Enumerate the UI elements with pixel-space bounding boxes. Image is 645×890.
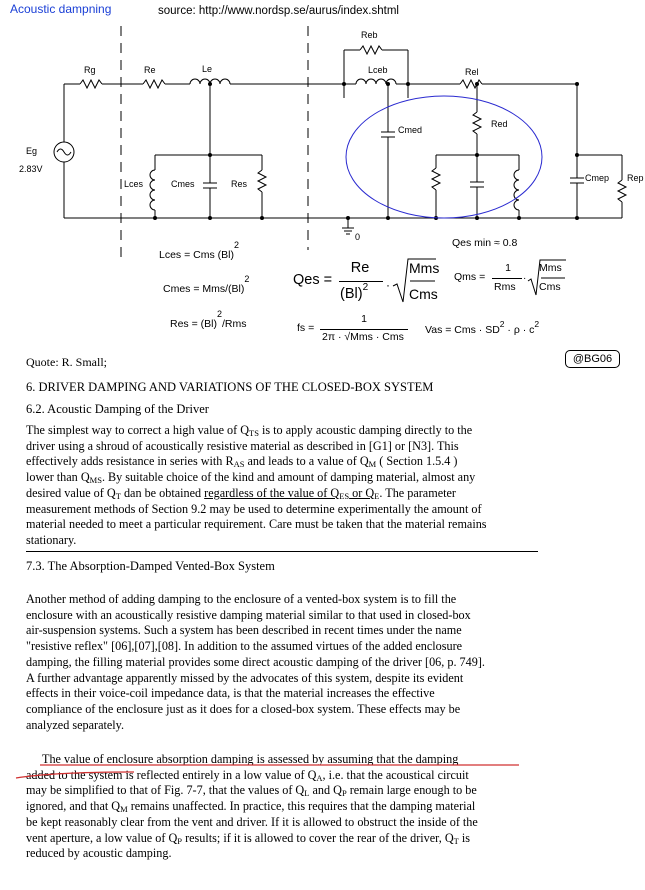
formula-qes-min: Qes min ≈ 0.8 [452,237,518,249]
formula-qms-den: Rms [494,281,516,293]
formula-vas: Vas = Cms · $SD^2 \cdot \rho \cdot c^2$ [425,319,540,336]
paragraph-line: compliance of the enclosure just as it does for a closed-box system. These effects may be [26,701,461,716]
label-cmes: Cmes [171,179,195,189]
formula-lces: Lces = Cms (Bl)2 [159,240,239,261]
paragraph-line: A further advantage apparently missed by the advocates of this system, despite its evident [26,670,464,685]
paragraph-line: "resistive reflex" [06],[07],[08]. In addition to the assumed virtues of the added enclosure [26,639,463,654]
formula-qes-den: $(Bl)^2$ [340,282,369,302]
formula-cmes: Cmes = Mms/(Bl)2 [163,274,250,295]
formula-res: Res = (Bl)2/Rms [170,309,247,330]
section-7-3-paragraph-1 [26,592,546,733]
paragraph-line: Another method of adding damping to the enclosure of a vented-box system is to fill the [26,592,457,606]
formula-qes-num: Re [350,260,370,276]
label-cmed: Cmed [398,125,423,135]
section-7-3-heading: 7.3. The Absorption-Damped Vented-Box System [26,559,275,573]
author-badge: @BG06 [565,350,620,368]
formula-qms-rden: Cms [539,281,561,293]
damping-ellipse [346,96,542,218]
formula-fs-num: 1 [361,313,367,325]
formula-qes-lhs: Qes = [293,272,333,288]
label-rg: Rg [84,65,96,75]
resistor-red [473,112,481,134]
formula-qms-lhs: Qms = [454,271,486,283]
label-rep: Rep [627,173,644,183]
formula-fs-den: 2π · √Mms · Cms [322,331,404,343]
label-ground: 0 [355,232,361,242]
formula-qes-rden: Cms [409,286,438,302]
formula-qms-rnum: Mms [539,262,562,274]
resistor-reb [360,46,382,54]
inductor-lad [514,170,519,210]
label-le: Le [202,64,213,74]
resistor-res [258,170,266,192]
resistor-rg [80,80,102,88]
resistor-re [143,80,165,88]
section-divider [26,551,538,552]
paragraph-line: enclosure with an acoustically resistive damping material similar to that used in closed-box [26,607,471,622]
section-6-2-heading: 6.2. Acoustic Damping of the Driver [26,402,209,416]
formula-qes-rnum: Mms [409,260,440,276]
paragraph-line: analyzed separately. [26,717,125,732]
red-highlight-underline [14,760,524,785]
label-cmep: Cmep [585,173,610,183]
label-res: Res [231,179,248,189]
label-lces: Lces [124,179,144,189]
section-6-heading: 6. DRIVER DAMPING AND VARIATIONS OF THE CLOSED-BOX SYSTEM [26,380,434,394]
label-red: Red [491,119,508,129]
page-title: Acoustic dampning [10,2,112,16]
resistor-rep [618,180,626,202]
label-eg-value: 2.83V [19,164,43,174]
formula-qms-num: 1 [505,262,511,274]
paragraph-line: air-suspension systems. Such a system has been described in recent times under the name [26,623,462,638]
label-rel: Rel [465,67,479,77]
paragraph-line: effects in their voice-coil impedance data, is that the material increases the effective [26,686,435,701]
quote-text: Quote: R. Small; [26,355,107,369]
inductor-lceb [356,79,396,84]
paragraph-line: damping, the filling material provides some direct acoustic damping of the driver [06, p. 749]. [26,654,485,669]
source-link[interactable]: source: http://www.nordsp.se/aurus/index.shtml [158,5,399,17]
label-reb: Reb [361,30,378,40]
label-re: Re [144,65,156,75]
circuit-diagram [0,0,645,270]
label-lceb: Lceb [368,65,388,75]
section-6-2-paragraph: The simplest way to correct a high value of $Q_{TS}$ is to apply acoustic damping directly to the driver using a shroud of acoustically resistive material as described in [G1] or [N3]. This effectively adds resistance in series with $R_{AS}$ and leads to a value of $Q_M$ ( Section 1.5.4 ) lower than $Q_{MS}$. By suitable choice of the kind and amount of damping material, almost any desired value of $Q_T$ dan be obtained regardless of the value of $Q_{ES}$ or $Q_E$. The parameter measurement methods of Section 9.2 may be used to determine experimentally the amount of material needed to meet a particular requirement. Care must be taken that the material remains stationary. [26,423,487,547]
formula-fs-lhs: fs = [297,322,315,334]
section-7-3-paragraph-2: The value of enclosure absorption damping is assessed by assuming that the damping added to the system is reflected entirely in a low value of $Q_A$, i.e. that the acoustical circuit may be simplified to that of Fig. 7-7, that the values of $Q_L$ and $Q_P$ remain large enough to be ignored, and that $Q_M$ remains unaffected. In practice, this requires that the damping material be kept reasonably clear from the vent and driver. If it is allowed to obstruct the inside of the vent aperture, a low value of $Q_P$ results; if it is allowed to cover the rear of the driver, $Q_T$ is reduced by acoustic damping. [26,752,478,861]
resistor-rad [432,168,440,190]
inductor-lces [150,170,155,210]
label-eg: Eg [26,146,38,156]
